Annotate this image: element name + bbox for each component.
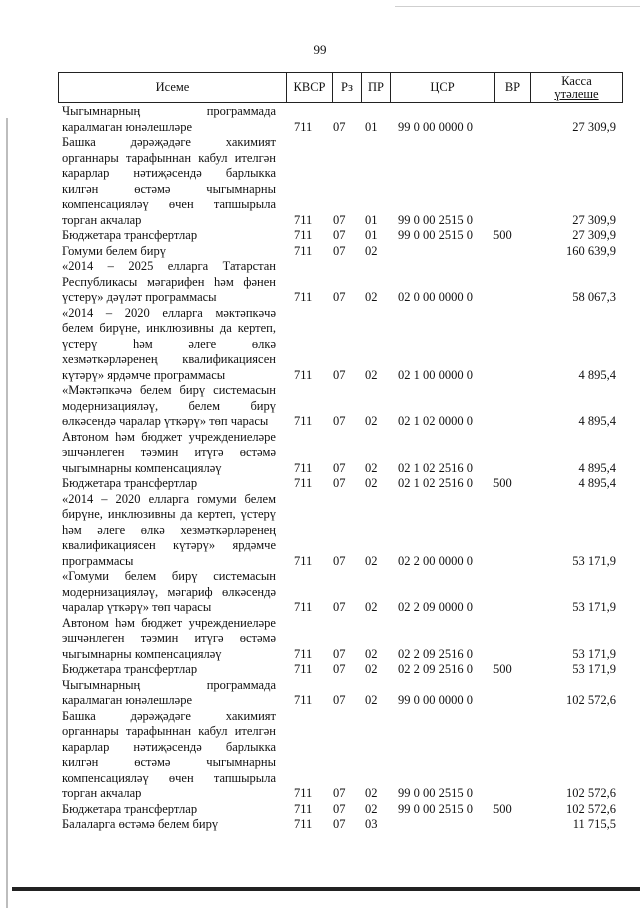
row-name-line: эшчәнлеген тәэмин итүгә өстәмә xyxy=(62,445,276,459)
sum-cell: 4 895,4 xyxy=(578,476,616,490)
row-name-line: органнары тарафыннан кабул ителгән xyxy=(62,724,276,738)
table-row xyxy=(0,135,640,228)
table-row xyxy=(0,244,640,260)
table-row xyxy=(0,492,640,570)
kvsr-cell: 711 xyxy=(294,600,313,614)
row-name-line: торган акчалар xyxy=(62,212,142,227)
row-name-line: үстерү һәм әлеге өлкә xyxy=(62,336,276,351)
row-name xyxy=(62,104,276,135)
row-name-line: «2014 – 2020 елларга мәктәпкәчә xyxy=(62,305,276,320)
sum-cell: 27 309,9 xyxy=(572,212,616,227)
pr-cell: 02 xyxy=(365,693,378,707)
row-name xyxy=(62,430,276,477)
pr-cell: 02 xyxy=(365,553,378,568)
table-row xyxy=(0,569,640,616)
table-row xyxy=(0,383,640,430)
table-row xyxy=(0,802,640,818)
row-name xyxy=(62,492,276,570)
sum-cell: 27 309,9 xyxy=(572,228,616,242)
csr-cell: 99 0 00 2515 0 xyxy=(398,228,473,242)
pr-cell: 02 xyxy=(365,662,378,676)
sum-cell: 160 639,9 xyxy=(566,243,616,258)
rz-cell: 07 xyxy=(333,801,346,816)
row-name-line: һәм әлеге өлкә хезмәткәрләренең xyxy=(62,522,276,537)
kvsr-cell: 711 xyxy=(294,212,313,227)
sum-cell: 4 895,4 xyxy=(578,460,616,475)
csr-cell: 99 0 00 0000 0 xyxy=(398,693,473,707)
csr-cell: 02 2 09 0000 0 xyxy=(398,600,473,614)
table-row xyxy=(0,662,640,678)
row-name-line: килгән өстәмә чыгымнарны xyxy=(62,755,276,769)
row-name-line: «2014 – 2020 елларга гомуми белем xyxy=(62,491,276,506)
kvsr-cell: 711 xyxy=(294,414,313,428)
pr-cell: 02 xyxy=(365,600,378,614)
row-name xyxy=(62,135,276,228)
table-row xyxy=(0,817,640,833)
sum-cell: 27 309,9 xyxy=(572,119,616,134)
csr-cell: 02 2 09 2516 0 xyxy=(398,662,473,676)
kvsr-cell: 711 xyxy=(294,476,313,490)
csr-cell: 02 2 00 0000 0 xyxy=(398,553,473,568)
kvsr-cell: 711 xyxy=(294,228,313,242)
table-row xyxy=(0,259,640,306)
row-name-line: Бюджетара трансфертлар xyxy=(62,801,198,816)
kvsr-cell: 711 xyxy=(294,553,313,568)
sum-cell: 58 067,3 xyxy=(572,290,616,304)
row-name-line: каралмаган юнәлешләре xyxy=(62,693,193,707)
pr-cell: 02 xyxy=(365,801,378,816)
row-name-line: белем бирүне, инклюзивны да кертеп, xyxy=(62,321,276,335)
row-name-line: квалификациясен күтәрү» ярдәмче xyxy=(62,538,276,552)
kvsr-cell: 711 xyxy=(294,367,313,382)
kvsr-cell: 711 xyxy=(294,243,313,258)
vr-cell: 500 xyxy=(493,662,512,676)
row-name-line: органнары тарафыннан кабул ителгән xyxy=(62,150,276,165)
kvsr-cell: 711 xyxy=(294,646,313,661)
rz-cell: 07 xyxy=(333,290,346,304)
row-name-line: модернизацияләү, мәгариф өлкәсендә xyxy=(62,584,276,599)
pr-cell: 01 xyxy=(365,119,378,134)
row-name-line: хезмәткәрләренең квалификациясен xyxy=(62,352,276,366)
row-name-line: Автоном һәм бюджет учреждениеләре xyxy=(62,615,276,630)
sum-cell: 53 171,9 xyxy=(572,662,616,676)
csr-cell: 02 2 09 2516 0 xyxy=(398,646,473,661)
kvsr-cell: 711 xyxy=(294,119,313,134)
row-name-line: Башка дәрәҗәдәге хакимият xyxy=(62,708,276,723)
row-name-line: торган акчалар xyxy=(62,786,142,800)
vr-cell: 500 xyxy=(493,476,512,490)
row-name xyxy=(62,616,276,663)
rz-cell: 07 xyxy=(333,476,346,490)
row-name-line: чаралар үткәрү» төп чарасы xyxy=(62,600,212,614)
pr-cell: 01 xyxy=(365,228,378,242)
kvsr-cell: 711 xyxy=(294,460,313,475)
rz-cell: 07 xyxy=(333,600,346,614)
row-name-line: эшчәнлеген тәэмин итүгә өстәмә xyxy=(62,631,276,645)
row-name xyxy=(62,306,276,384)
row-name xyxy=(62,244,276,260)
csr-cell: 99 0 00 0000 0 xyxy=(398,119,473,134)
row-name-line: компенсацияләү өчен тапшырыла xyxy=(62,770,276,785)
row-name-line: каралмаган юнәлешләре xyxy=(62,119,193,134)
sum-cell: 53 171,9 xyxy=(572,553,616,568)
kvsr-cell: 711 xyxy=(294,786,313,800)
kvsr-cell: 711 xyxy=(294,693,313,707)
sum-cell: 102 572,6 xyxy=(566,801,616,816)
pr-cell: 02 xyxy=(365,476,378,490)
row-name xyxy=(62,662,276,678)
row-name-line: программасы xyxy=(62,553,134,568)
pr-cell: 03 xyxy=(365,817,378,831)
sum-cell: 11 715,5 xyxy=(572,817,616,831)
row-name-line: «2014 – 2025 елларга Татарстан xyxy=(62,259,276,273)
rz-cell: 07 xyxy=(333,662,346,676)
csr-cell: 02 0 00 0000 0 xyxy=(398,290,473,304)
row-name-line: Чыгымнарның программада xyxy=(62,677,276,692)
sum-cell: 4 895,4 xyxy=(578,367,616,382)
row-name-line: бирүне, инклюзивны да кертеп, үстерү xyxy=(62,507,276,521)
table-row xyxy=(0,678,640,709)
row-name xyxy=(62,383,276,430)
row-name xyxy=(62,259,276,306)
csr-cell: 02 1 02 2516 0 xyxy=(398,460,473,475)
sum-cell: 53 171,9 xyxy=(572,646,616,661)
rz-cell: 07 xyxy=(333,212,346,227)
row-name-line: өлкәсендә чаралар үткәрү» төп чарасы xyxy=(62,414,269,428)
row-name xyxy=(62,476,276,492)
csr-cell: 02 1 02 2516 0 xyxy=(398,476,473,490)
pr-cell: 02 xyxy=(365,367,378,382)
header-pr: ПР xyxy=(362,73,391,102)
pr-cell: 02 xyxy=(365,414,378,428)
row-name xyxy=(62,678,276,709)
sum-cell: 102 572,6 xyxy=(566,786,616,800)
header-kassa-line2: үтәлеше xyxy=(554,86,599,101)
page-number: 99 xyxy=(313,42,327,57)
row-name xyxy=(62,817,276,833)
row-name-line: модернизацияләү, белем бирү xyxy=(62,398,276,413)
row-name-line: үстерү» дәүләт программасы xyxy=(62,290,217,304)
row-name xyxy=(62,569,276,616)
csr-cell: 99 0 00 2515 0 xyxy=(398,786,473,800)
row-name-line: чыгымнарны компенсацияләү xyxy=(62,460,222,475)
rz-cell: 07 xyxy=(333,646,346,661)
csr-cell: 99 0 00 2515 0 xyxy=(398,801,473,816)
rz-cell: 07 xyxy=(333,243,346,258)
rz-cell: 07 xyxy=(333,693,346,707)
csr-cell: 02 1 02 0000 0 xyxy=(398,414,473,428)
rz-cell: 07 xyxy=(333,414,346,428)
row-name xyxy=(62,228,276,244)
row-name-line: «Гомуми белем бирү системасын xyxy=(62,569,276,583)
table-row xyxy=(0,104,640,135)
table-row xyxy=(0,228,640,244)
sum-cell: 102 572,6 xyxy=(566,693,616,707)
table-row xyxy=(0,476,640,492)
row-name-line: Гомуми белем бирү xyxy=(62,243,166,258)
row-name-line: компенсацияләү өчен тапшырыла xyxy=(62,197,276,211)
csr-cell: 02 1 00 0000 0 xyxy=(398,367,473,382)
table-row xyxy=(0,306,640,384)
row-name-line: Бюджетара трансфертлар xyxy=(62,476,198,490)
row-name-line: Балаларга өстәмә белем бирү xyxy=(62,817,219,831)
row-name-line: Бюджетара трансфертлар xyxy=(62,662,198,676)
sum-cell: 4 895,4 xyxy=(578,414,616,428)
rz-cell: 07 xyxy=(333,460,346,475)
pr-cell: 02 xyxy=(365,786,378,800)
kvsr-cell: 711 xyxy=(294,662,313,676)
vr-cell: 500 xyxy=(493,801,512,816)
kvsr-cell: 711 xyxy=(294,290,313,304)
rz-cell: 07 xyxy=(333,367,346,382)
row-name-line: «Мәктәпкәчә белем бирү системасын xyxy=(62,383,276,397)
row-name-line: карарлар нәтиҗәсендә барлыкка xyxy=(62,166,276,180)
pr-cell: 02 xyxy=(365,646,378,661)
table-row xyxy=(0,709,640,802)
kvsr-cell: 711 xyxy=(294,801,313,816)
table-row xyxy=(0,430,640,477)
header-kassa-line1: Касса xyxy=(561,73,592,88)
row-name-line: Башка дәрәҗәдәге хакимият xyxy=(62,135,276,149)
table-row xyxy=(0,616,640,663)
sum-cell: 53 171,9 xyxy=(572,600,616,614)
row-name-line: күтәрү» ярдәмче программасы xyxy=(62,367,226,382)
row-name-line: чыгымнарны компенсацияләү xyxy=(62,646,222,661)
row-name-line: карарлар нәтиҗәсендә барлыкка xyxy=(62,739,276,754)
rz-cell: 07 xyxy=(333,228,346,242)
csr-cell: 99 0 00 2515 0 xyxy=(398,212,473,227)
header-kvsr: КВСР xyxy=(287,73,333,102)
pr-cell: 02 xyxy=(365,243,378,258)
row-name-line: Бюджетара трансфертлар xyxy=(62,228,198,242)
header-name: Исеме xyxy=(59,73,287,102)
header-csr: ЦСР xyxy=(391,73,495,102)
header-rz: Рз xyxy=(333,73,362,102)
row-name-line: килгән өстәмә чыгымнарны xyxy=(62,181,276,196)
row-name-line: Чыгымнарның программада xyxy=(62,104,276,118)
pr-cell: 02 xyxy=(365,290,378,304)
kvsr-cell: 711 xyxy=(294,817,313,831)
row-name-line: Автоном һәм бюджет учреждениеләре xyxy=(62,429,276,444)
header-vr: ВР xyxy=(495,73,531,102)
pr-cell: 01 xyxy=(365,212,378,227)
rz-cell: 07 xyxy=(333,817,346,831)
rz-cell: 07 xyxy=(333,786,346,800)
row-name-line: Республикасы мәгарифен һәм фәнен xyxy=(62,274,276,289)
rz-cell: 07 xyxy=(333,119,346,134)
row-name xyxy=(62,709,276,802)
rz-cell: 07 xyxy=(333,553,346,568)
vr-cell: 500 xyxy=(493,228,512,242)
row-name xyxy=(62,802,276,818)
pr-cell: 02 xyxy=(365,460,378,475)
